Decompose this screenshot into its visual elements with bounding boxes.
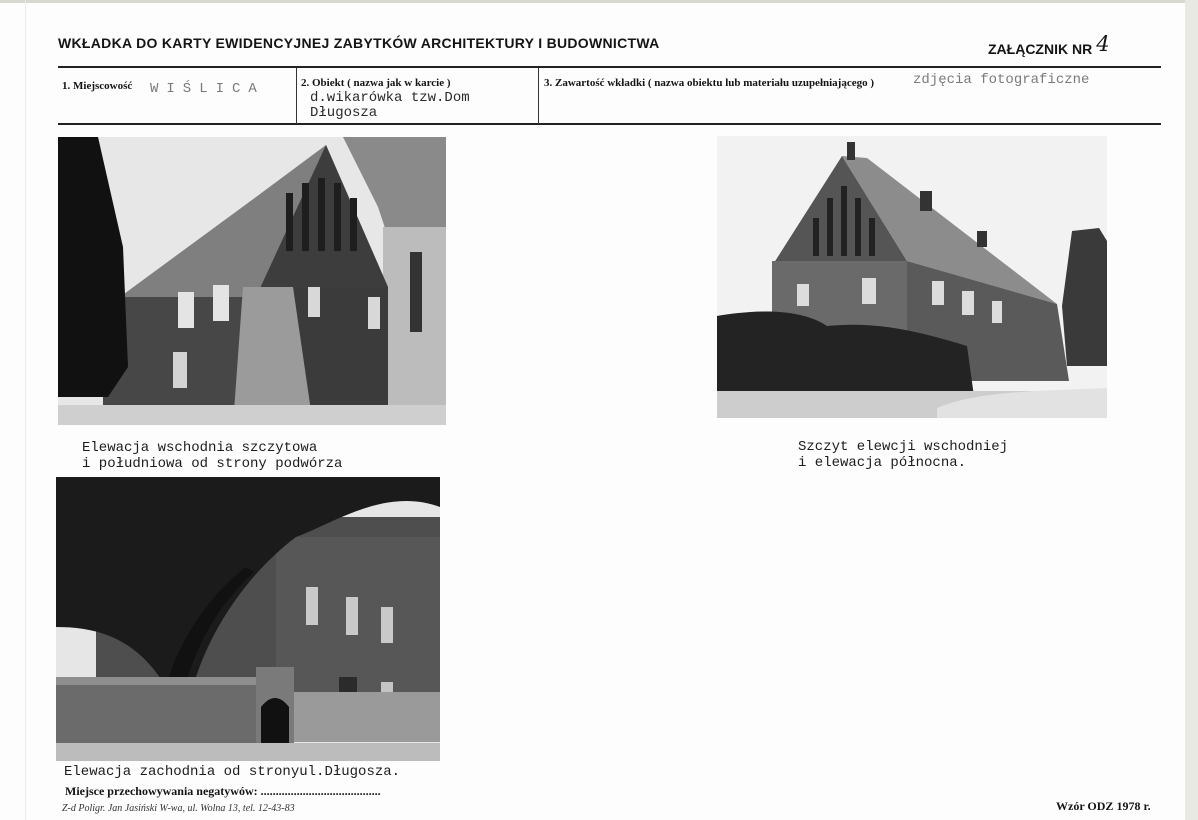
photo-east-north-elevation-image [717, 136, 1107, 418]
header-rule-top [58, 66, 1161, 68]
negatives-storage-label: Miejsce przechowywania negatywów: ........................................ [65, 784, 381, 798]
photo-east-south-caption-line1: Elewacja wschodnia szczytowa [82, 440, 318, 456]
annex-heading [988, 32, 1110, 59]
photo-east-south-caption-line2: i południowa od strony podwórza [82, 456, 343, 472]
photo-west-elevation [56, 477, 440, 761]
annex-number: 4 [1096, 32, 1110, 56]
printer-imprint: Z-d Poligr. Jan Jasiński W-wa, ul. Wolna 13, tel. 12-43-83 [62, 803, 295, 814]
object-value-line2: Długosza [310, 105, 378, 121]
photo-east-north-caption-line2: i elewacja północna. [798, 455, 967, 471]
photo-east-north-elevation [717, 136, 1107, 418]
locality-value: WIŚLICA [150, 81, 265, 97]
header-rule-bottom [58, 123, 1161, 125]
photo-east-south-elevation [58, 137, 446, 425]
locality-label: 1. Miejscowość [62, 80, 133, 92]
form-title: WKŁADKA DO KARTY EWIDENCYJNEJ ZABYTKÓW ARCHITEKTURY I BUDOWNICTWA [58, 35, 660, 51]
scan-edge-right [1185, 0, 1198, 820]
object-label: 2. Obiekt ( nazwa jak w karcie ) [301, 77, 451, 89]
field-separator-1 [296, 68, 297, 124]
annex-label: ZAŁĄCZNIK NR [988, 41, 1093, 57]
form-template-id: Wzór ODZ 1978 r. [1056, 799, 1151, 813]
photo-west-elevation-image [56, 477, 440, 761]
scan-edge-left [25, 0, 26, 820]
object-value-line1: d.wikarówka tzw.Dom [310, 90, 470, 106]
field-separator-2 [538, 68, 539, 124]
contents-value: zdjęcia fotograficzne [913, 72, 1090, 88]
photo-west-caption: Elewacja zachodnia od stronyul.Długosza. [64, 764, 401, 780]
scan-edge-top [0, 0, 1198, 3]
contents-label: 3. Zawartość wkładki ( nazwa obiektu lub materiału uzupełniającego ) [544, 77, 875, 89]
photo-east-south-elevation-image [58, 137, 446, 425]
photo-east-north-caption-line1: Szczyt elewcji wschodniej [798, 439, 1009, 455]
